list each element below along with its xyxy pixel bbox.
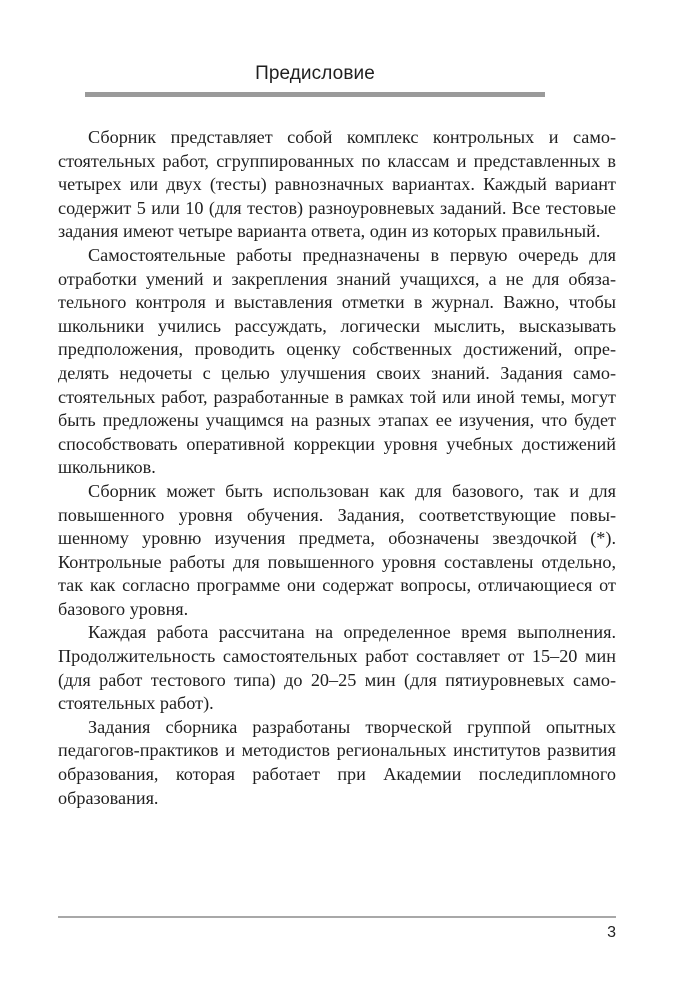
paragraph-3: Сборник может быть использован как для базового, так и для повышенного уровня обучения. Задания, соответствующие повышенному уровню изучения предмета, обозначены звездочкой (*). Контрольные работы для повышенного уровня составлены отдельно, так как согласно программе они содержат вопросы, отличающиеся от базового уровня.	[58, 480, 616, 619]
body-text	[58, 126, 616, 810]
running-head-title: Предисловие	[255, 63, 375, 84]
paragraph-1: Сборник представляет собой комплекс контрольных и самостоятельных работ, сгруппированных по классам и представленных в четырех или двух (тесты) равнозначных вариантах. Каждый вариант содержит 5 или 10 (для тестов) разноуровневых заданий. Все тестовые задания имеют четыре варианта ответа, один из которых правильный.	[58, 127, 616, 242]
footer-rule	[58, 916, 616, 918]
paragraph-5: Задания сборника разработаны творческой группой опытных педагогов-практиков и методистов региональных институтов развития образования, которая работает при Академии последипломного образования.	[58, 716, 616, 808]
page-number: 3	[607, 924, 616, 941]
paragraph-2: Самостоятельные работы предназначены в первую очередь для отработки умений и закрепления знаний учащихся, а не для обязательного контроля и выставления отметки в журнал. Важно, чтобы школьники учились рассуждать, логически мыслить, высказывать предположения, проводить оценку собственных достижений, определять недочеты с целью улучшения своих знаний. Задания самостоятельных работ, разработанные в рамках той или иной темы, могут быть предложены учащимся на разных этапах ее изучения, что будет способствовать оперативной коррекции уровня учебных достижений школьников.	[58, 244, 616, 478]
paragraph-4: Каждая работа рассчитана на определенное время выполнения. Продолжительность самостоятельных работ составляет от 15–20 мин (для работ тестового типа) до 20–25 мин (для пятиуровневых самостоятельных работ).	[58, 622, 616, 714]
header-rule	[85, 92, 545, 97]
